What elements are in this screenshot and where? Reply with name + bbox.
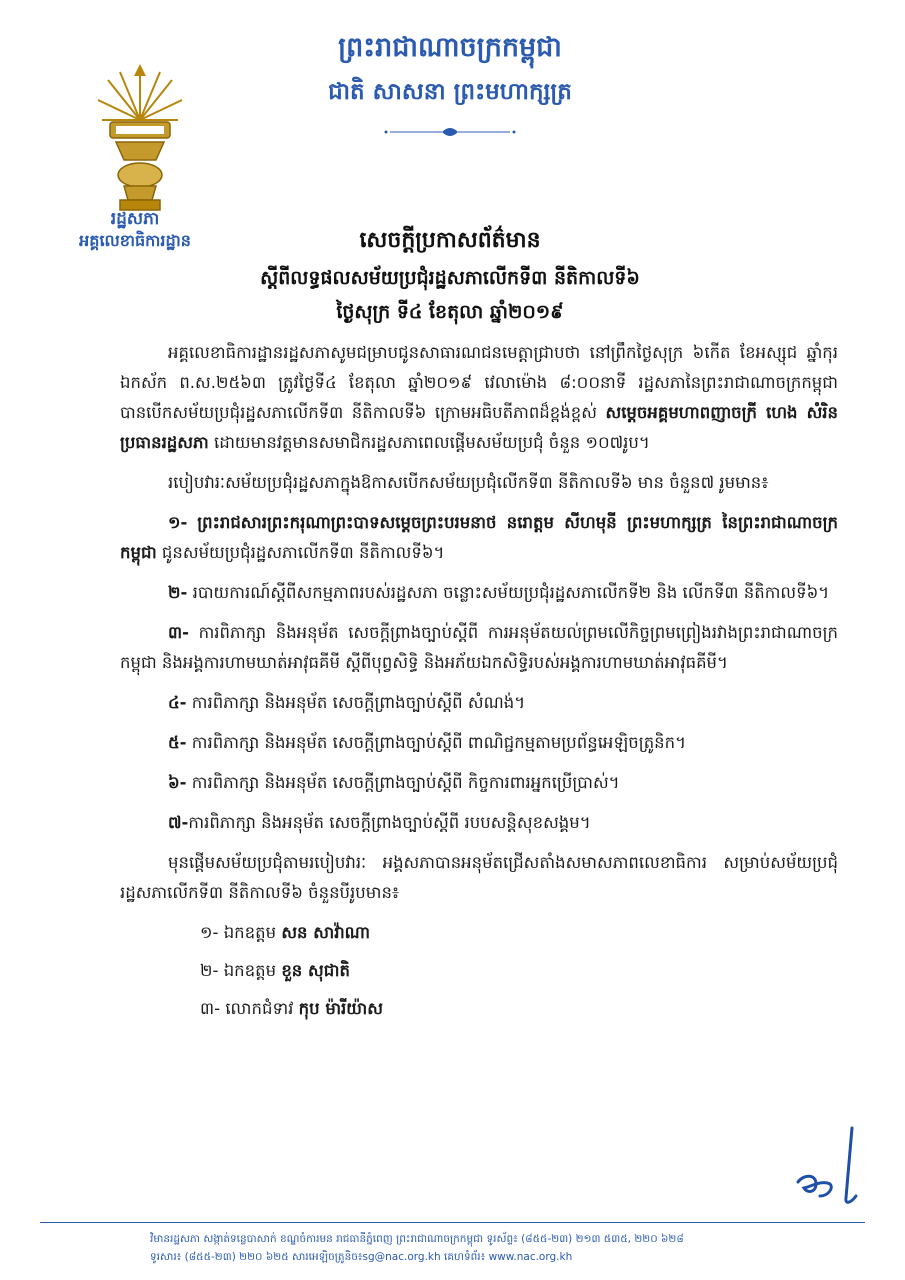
- member-item-3: [200, 994, 838, 1024]
- member-num: ២-: [200, 961, 219, 980]
- agenda-num: ៤-: [168, 693, 187, 712]
- member-name: សន សាវ៉ាណា: [281, 923, 371, 942]
- committee-intro: មុនផ្តើមសម័យប្រជុំតាមរបៀបវារៈ អង្គសភាបានអនុម័តជ្រើសតាំងសមាសភាពលេខាធិការ សម្រាប់សម័យប្រជុំរដ្ឋសភាលើកទី៣ នីតិកាលទី៦ ចំនួនបីរូបមាន៖: [120, 853, 838, 902]
- member-title: ឯកឧត្តម: [223, 923, 277, 942]
- document-title: សេចក្តីប្រកាសព័ត៌មាន: [359, 228, 541, 253]
- ornamental-divider: [380, 122, 520, 142]
- agenda-text: ជូនសម័យប្រជុំរដ្ឋសភាលើកទី៣ នីតិកាលទី៦។: [156, 543, 445, 562]
- org-line-2: អគ្គលេខាធិការដ្ឋាន: [79, 231, 191, 250]
- intro-text-bold: សម្តេចអគ្គមហាពញាចក្រី ហេង សំរិន ប្រធានរដ្ឋសភា: [120, 403, 838, 452]
- agenda-text: របាយការណ៍ស្តីពីសកម្មភាពរបស់រដ្ឋសភា ចន្លោះសម័យប្រជុំរដ្ឋសភាលើកទី២ និង លើកទី៣ នីតិកាលទី៦។: [187, 583, 830, 602]
- intro-paragraph: [120, 338, 838, 458]
- agenda-item-5: [120, 728, 838, 758]
- signature-mark: [790, 1120, 870, 1210]
- agenda-num: ៧-: [168, 813, 189, 832]
- kingdom-heading: ព្រះរាជាណាចក្រកម្ពុជា: [338, 32, 562, 63]
- intro-text-before: អគ្គលេខាធិការដ្ឋានរដ្ឋសភាសូមជម្រាបជូនសាធារណជនមេត្តាជ្រាបថា នៅព្រឹកថ្ងៃសុក្រ ៦កើត ខែអស្សុជ ឆ្នាំកុរ ឯកស័ក ព.ស.២៥៦៣ ត្រូវថ្ងៃទី៤ ខែតុលា ឆ្នាំ២០១៩ វេលាម៉ោង ៨:០០នាទី រដ្ឋសភានៃព្រះរាជាណាចក្រកម្ពុជា បានបើកសម័យប្រជុំរដ្ឋសភាលើកទី៣ នីតិកាលទី៦ ក្រោមអធិបតីភាពដ៏ខ្ពង់ខ្ពស់: [120, 343, 838, 422]
- footer-contact: [150, 1230, 850, 1266]
- member-item-1: [200, 918, 838, 948]
- agenda-num: ២-: [168, 583, 188, 602]
- member-item-2: [200, 956, 838, 986]
- member-name: ខួន សុជាតិ: [281, 961, 350, 980]
- agenda-num: ១-: [168, 513, 188, 532]
- document-subject: ស្តីពីលទ្ធផលសម័យប្រជុំរដ្ឋសភាលើកទី៣ នីតិកាលទី៦: [260, 267, 640, 289]
- agenda-text: ការពិភាក្សា និងអនុម័ត សេចក្តីព្រាងច្បាប់ស្តីពី ពាណិជ្ជកម្មតាមប្រព័ន្ធអេឡិចត្រូនិក។: [186, 733, 686, 752]
- document-date: ថ្ងៃសុក្រ ទី៤ ខែតុលា ឆ្នាំ២០១៩: [336, 301, 564, 323]
- national-motto: ជាតិ សាសនា ព្រះមហាក្សត្រ: [328, 79, 572, 105]
- member-num: ១-: [200, 923, 219, 942]
- member-title: ឯកឧត្តម: [223, 961, 277, 980]
- agenda-num: ៦-: [168, 773, 187, 792]
- agenda-item-6: [120, 768, 838, 798]
- agenda-intro: របៀបវារៈសម័យប្រជុំរដ្ឋសភាក្នុងឱកាសបើកសម័យប្រជុំលើកទី៣ នីតិកាលទី៦ មាន ចំនួន៧ រូមមាន៖: [168, 473, 769, 492]
- agenda-bold: ព្រះរាជសារព្រះករុណាព្រះបាទសម្តេចព្រះបរមនាថ នរោត្តម សីហមុនី ព្រះមហាក្សត្រ នៃព្រះរាជាណាចក្រកម្ពុជា: [120, 513, 839, 562]
- agenda-text: ការពិភាក្សា និងអនុម័ត សេចក្តីព្រាងច្បាប់ស្តីពី របបសន្តិសុខសង្គម។: [188, 813, 591, 832]
- org-line-1: រដ្ឋសភា: [110, 209, 160, 229]
- document-body: [120, 338, 838, 1032]
- member-num: ៣-: [200, 999, 221, 1018]
- agenda-item-7: [120, 808, 838, 838]
- footer-fax-email-web: ទូរសារ៖ (៨៥៥-២៣) ២២០ ៦២៥ សារអេឡិចត្រូនិច៖sg@nac.org.kh គេហទំព័រ៖ www.nac.org.kh: [150, 1251, 573, 1263]
- footer-address: វិមានរដ្ឋសភា សង្កាត់ទន្លេបាសាក់ ខណ្ឌចំការមន រាជធានីភ្នំពេញ ព្រះរាជាណាចក្រកម្ពុជា ទូរស័ព្ទ៖ (៨៥៥-២៣) ២១៣ ៥៣៥, ២២០ ៦២៨: [150, 1233, 684, 1245]
- footer-divider: [40, 1222, 865, 1223]
- national-assembly-emblem-icon: [90, 60, 190, 220]
- agenda-item-1: [120, 508, 838, 568]
- agenda-text: ការពិភាក្សា និងអនុម័ត សេចក្តីព្រាងច្បាប់ស្តីពី ការអនុម័តយល់ព្រមលើកិច្ចព្រមព្រៀងរវាងព្រះរាជាណាចក្រកម្ពុជា និងអង្គការហាមឃាត់អាវុធគីមី ស្តីពីបុព្វសិទ្ធិ និងអភ័យឯកសិទ្ធិរបស់អង្គការហាមឃាត់អាវុធគីមី។: [120, 623, 838, 672]
- agenda-text: ការពិភាក្សា និងអនុម័ត សេចក្តីព្រាងច្បាប់ស្តីពី សំណង់។: [186, 693, 526, 712]
- member-title: លោកជំទាវ: [225, 999, 294, 1018]
- agenda-item-4: [120, 688, 838, 718]
- agenda-item-2: [120, 578, 838, 608]
- agenda-num: ៣-: [168, 623, 189, 642]
- agenda-text: ការពិភាក្សា និងអនុម័ត សេចក្តីព្រាងច្បាប់ស្តីពី កិច្ចការពារអ្នកប្រើប្រាស់។: [186, 773, 620, 792]
- agenda-num: ៥-: [168, 733, 187, 752]
- agenda-item-3: [120, 618, 838, 678]
- member-name: កុប ម៉ារីយ៉ាស: [298, 999, 383, 1018]
- intro-text-after: ដោយមានវត្តមានសមាជិករដ្ឋសភាពេលផ្តើមសម័យប្រជុំ ចំនួន ១០៧រូប។: [208, 433, 650, 452]
